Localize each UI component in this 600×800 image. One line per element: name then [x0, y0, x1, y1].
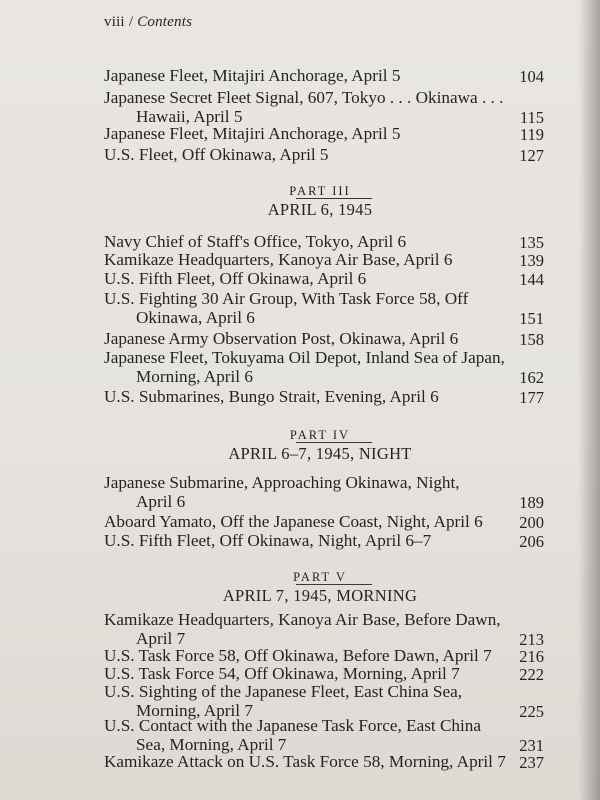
entry-text: U.S. Submarines, Bungo Strait, Evening, April 6	[104, 387, 439, 406]
toc-entry	[104, 610, 544, 648]
toc-entry	[104, 269, 544, 288]
entry-text: Japanese Fleet, Mitajiri Anchorage, April 5	[104, 124, 401, 143]
toc-entry	[104, 716, 544, 754]
toc-entry	[104, 88, 544, 126]
toc-entry	[104, 289, 544, 327]
part-rule	[296, 584, 372, 585]
entry-page-number: 189	[519, 493, 544, 512]
entry-text-continued: Hawaii, April 5	[136, 107, 243, 126]
entry-text-continued: Okinawa, April 6	[136, 308, 255, 327]
entry-text: U.S. Fighting 30 Air Group, With Task Force 58, Off	[104, 289, 469, 308]
entry-text: U.S. Task Force 54, Off Okinawa, Morning, April 7	[104, 664, 460, 683]
entry-text: U.S. Fifth Fleet, Off Okinawa, Night, April 6–7	[104, 531, 432, 550]
entry-page-number: 162	[519, 368, 544, 387]
entry-page-number: 144	[519, 270, 544, 289]
entry-page-number: 231	[519, 736, 544, 755]
entry-text: Japanese Secret Fleet Signal, 607, Tokyo . . . Okinawa . . .	[104, 88, 504, 107]
toc-entry	[104, 124, 544, 143]
entry-text: U.S. Fifth Fleet, Off Okinawa, April 6	[104, 269, 367, 288]
entry-text: Japanese Army Observation Post, Okinawa, April 6	[104, 329, 459, 348]
entry-text: Kamikaze Headquarters, Kanoya Air Base, Before Dawn,	[104, 610, 501, 629]
part-label: PART III	[289, 184, 351, 198]
toc-entry	[104, 752, 544, 771]
running-head-separator: /	[128, 14, 134, 30]
toc-entry	[104, 348, 544, 386]
part-rule	[296, 198, 372, 199]
entry-page-number: 200	[519, 513, 544, 532]
toc-entry	[104, 531, 544, 550]
entry-text-continued: Morning, April 6	[136, 367, 253, 386]
toc-entry	[104, 145, 544, 164]
entry-text-continued: Morning, April 7	[136, 701, 253, 720]
entry-page-number: 115	[519, 108, 544, 127]
entry-text-continued: April 6	[136, 492, 186, 511]
entry-text: Aboard Yamato, Off the Japanese Coast, Night, April 6	[104, 512, 483, 531]
entry-page-number: 216	[519, 647, 544, 666]
entry-text: Navy Chief of Staff's Office, Tokyo, April 6	[104, 232, 407, 251]
toc-entry	[104, 664, 544, 683]
entry-page-number: 135	[519, 233, 544, 252]
entry-page-number: 119	[519, 125, 544, 144]
part-rule	[296, 442, 372, 443]
entry-text: U.S. Fleet, Off Okinawa, April 5	[104, 145, 329, 164]
entry-text: U.S. Contact with the Japanese Task Force, East China	[104, 716, 482, 735]
entry-text: Kamikaze Attack on U.S. Task Force 58, Morning, April 7	[104, 752, 506, 771]
toc-entry	[104, 682, 544, 720]
part-label: PART V	[293, 570, 347, 584]
toc-entry	[104, 329, 544, 348]
entry-page-number: 104	[519, 67, 544, 86]
toc-entry	[104, 512, 544, 531]
part-title: APRIL 7, 1945, MORNING	[222, 586, 418, 605]
entry-text: Japanese Fleet, Tokuyama Oil Depot, Inland Sea of Japan,	[104, 348, 505, 367]
entry-page-number: 127	[519, 146, 544, 165]
entry-page-number: 206	[519, 532, 544, 551]
entry-page-number: 177	[519, 388, 544, 407]
entry-page-number: 225	[519, 702, 544, 721]
entry-page-number: 151	[519, 309, 544, 328]
running-head-title: Contents	[137, 14, 193, 30]
toc-entry	[104, 473, 544, 511]
page-edge-shadow	[578, 0, 600, 800]
entry-text: U.S. Task Force 58, Off Okinawa, Before Dawn, April 7	[104, 646, 492, 665]
entry-page-number: 222	[519, 665, 544, 684]
entry-text: Japanese Submarine, Approaching Okinawa, Night,	[104, 473, 460, 492]
entry-text: U.S. Sighting of the Japanese Fleet, East China Sea,	[104, 682, 463, 701]
toc-entry	[104, 232, 544, 251]
part-label: PART IV	[289, 428, 351, 442]
part-title: APRIL 6–7, 1945, NIGHT	[228, 444, 412, 463]
toc-entry	[104, 646, 544, 665]
entry-page-number: 158	[519, 330, 544, 349]
entry-page-number: 213	[519, 630, 544, 649]
entry-page-number: 237	[519, 753, 544, 772]
entry-page-number: 139	[519, 251, 544, 270]
folio-number: viii	[104, 14, 125, 30]
toc-entry	[104, 250, 544, 269]
entry-text-continued: April 7	[136, 629, 186, 648]
toc-entry	[104, 66, 544, 85]
running-head	[104, 14, 192, 31]
entry-text: Kamikaze Headquarters, Kanoya Air Base, April 6	[104, 250, 453, 269]
entry-text: Japanese Fleet, Mitajiri Anchorage, April 5	[104, 66, 401, 85]
entry-text-continued: Sea, Morning, April 7	[136, 735, 287, 754]
part-title: APRIL 6, 1945	[267, 200, 373, 219]
toc-entry	[104, 387, 544, 406]
